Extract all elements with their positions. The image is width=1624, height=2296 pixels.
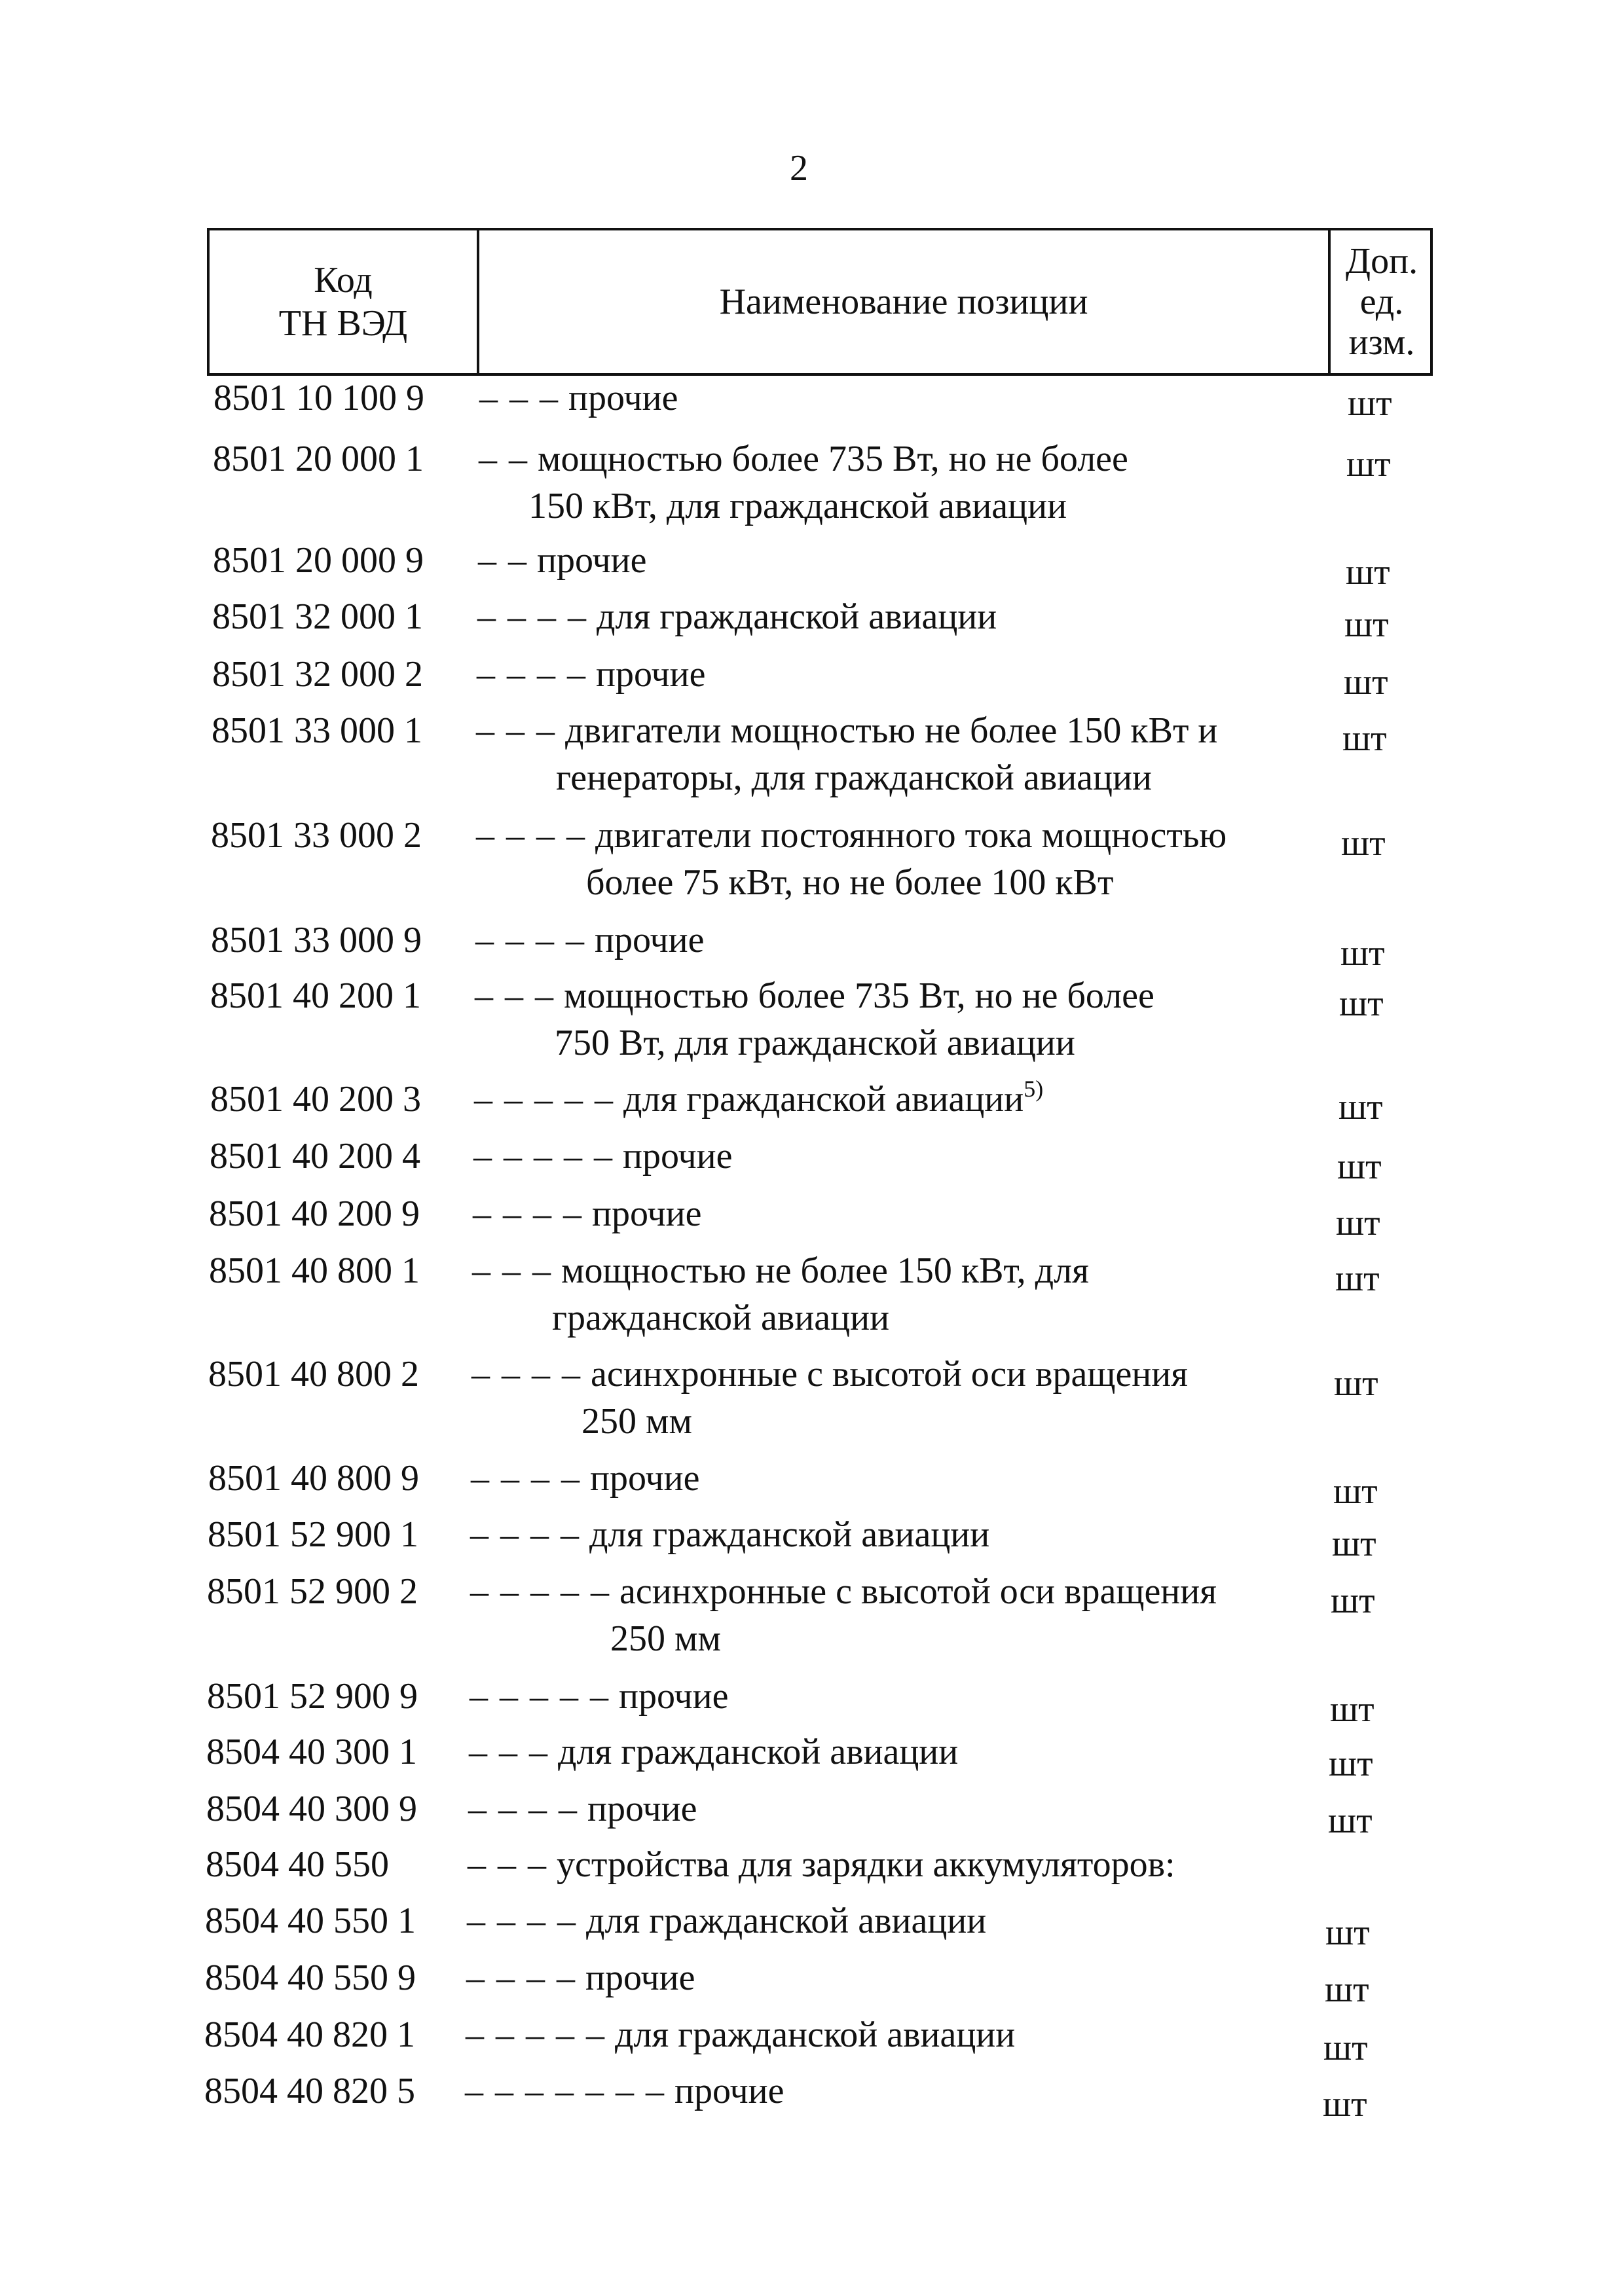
position-name-line1: асинхронные с высотой оси вращения [619, 1571, 1217, 1612]
position-name-line1: для гражданской авиации [615, 2014, 1016, 2055]
position-name-line1: для гражданской авиации [558, 1732, 959, 1772]
unit-of-measure: шт [1344, 662, 1388, 702]
position-name-line1: прочие [587, 1789, 697, 1829]
position-name [477, 651, 706, 698]
position-name-line2: 750 Вт, для гражданской авиации [555, 1023, 1075, 1063]
position-name [473, 1190, 702, 1237]
position-name [476, 707, 1217, 754]
hierarchy-dashes: – – – – – [470, 1571, 610, 1612]
position-name-line1: прочие [674, 2071, 784, 2111]
unit-of-measure: шт [1332, 1523, 1376, 1564]
hierarchy-dashes: – – – – [473, 1194, 583, 1234]
hierarchy-dashes: – – [479, 439, 528, 479]
position-name [469, 1728, 958, 1776]
tn-ved-code: 8501 10 100 9 [213, 378, 424, 418]
unit-of-measure: шт [1334, 1363, 1378, 1404]
tn-ved-code: 8501 40 200 4 [210, 1136, 420, 1176]
unit-of-measure: шт [1342, 718, 1387, 759]
unit-of-measure: шт [1336, 1203, 1380, 1243]
tn-ved-code: 8501 40 800 2 [208, 1354, 419, 1394]
unit-of-measure: шт [1333, 1471, 1378, 1512]
position-name-line1: прочие [537, 540, 647, 581]
unit-of-measure: шт [1348, 383, 1392, 424]
hierarchy-dashes: – – – [468, 1844, 547, 1885]
header-unit-line1: Доп. [1345, 241, 1418, 282]
table-header [207, 228, 1433, 376]
tn-ved-code: 8501 20 000 1 [213, 439, 424, 479]
hierarchy-dashes: – – – [479, 378, 559, 418]
position-name-line1: прочие [590, 1458, 700, 1499]
hierarchy-dashes: – – – – [468, 1789, 578, 1829]
tn-ved-code: 8501 33 000 1 [212, 710, 422, 751]
position-name [476, 812, 1227, 859]
tn-ved-code: 8501 40 800 9 [208, 1458, 419, 1499]
position-name-line1: прочие [619, 1676, 729, 1717]
hierarchy-dashes: – – – – – [473, 1136, 614, 1176]
tn-ved-code: 8504 40 550 1 [205, 1901, 416, 1941]
position-name [475, 917, 705, 964]
position-name [473, 1133, 733, 1180]
header-name-cell [479, 230, 1331, 373]
position-name [468, 1785, 697, 1832]
tn-ved-code: 8501 40 200 9 [209, 1194, 420, 1234]
position-name-line1: мощностью не более 150 кВт, для [561, 1250, 1089, 1291]
tn-ved-code: 8504 40 550 [206, 1844, 389, 1885]
hierarchy-dashes: – – – [472, 1250, 552, 1291]
position-name-line1: для гражданской авиации [589, 1514, 990, 1555]
unit-of-measure: шт [1330, 1689, 1375, 1730]
position-name-line1: двигатели мощностью не более 150 кВт и [565, 710, 1218, 751]
tn-ved-code: 8504 40 820 1 [204, 2014, 415, 2055]
position-name [468, 1841, 1175, 1888]
tn-ved-code: 8501 52 900 2 [207, 1571, 418, 1612]
unit-of-measure: шт [1335, 1258, 1380, 1299]
position-name [471, 1351, 1188, 1398]
hierarchy-dashes: – – – – [476, 815, 586, 856]
hierarchy-dashes: – – – – – [470, 1676, 610, 1717]
unit-of-measure: шт [1331, 1580, 1375, 1621]
unit-of-measure: шт [1340, 933, 1385, 974]
header-code-line2: ТН ВЭД [278, 303, 408, 344]
position-name-line1: прочие [595, 920, 705, 960]
position-name-line1: асинхронные с высотой оси вращения [591, 1354, 1188, 1394]
position-name-line1: прочие [596, 654, 706, 695]
unit-of-measure: шт [1344, 604, 1389, 645]
hierarchy-dashes: – – – – – [474, 1079, 614, 1120]
position-name-line2: 150 кВт, для гражданской авиации [528, 486, 1067, 526]
header-code-line1: Код [314, 260, 373, 301]
position-name [479, 435, 1128, 483]
position-name-line1: мощностью более 735 Вт, но не более [538, 439, 1128, 479]
position-name-line1: прочие [568, 378, 678, 418]
unit-of-measure: шт [1339, 983, 1384, 1024]
hierarchy-dashes: – – – [469, 1732, 549, 1772]
position-name [470, 1511, 989, 1558]
hierarchy-dashes: – – – – [467, 1901, 577, 1941]
unit-of-measure: шт [1325, 1912, 1370, 1953]
position-name [477, 593, 997, 640]
position-name [475, 972, 1154, 1019]
position-name-line1: для гражданской авиации [623, 1079, 1024, 1120]
tn-ved-code: 8504 40 820 5 [204, 2071, 415, 2111]
tn-ved-code: 8501 33 000 9 [211, 920, 422, 960]
position-name [465, 2068, 784, 2115]
unit-of-measure: шт [1337, 1146, 1382, 1187]
position-name-line2: более 75 кВт, но не более 100 кВт [586, 862, 1114, 903]
hierarchy-dashes: – – – – [471, 1354, 581, 1394]
hierarchy-dashes: – – – – – [466, 2014, 606, 2055]
tn-ved-code: 8501 20 000 9 [213, 540, 424, 581]
tn-ved-code: 8501 40 800 1 [209, 1250, 420, 1291]
footnote-marker: 5) [1024, 1076, 1044, 1102]
position-name-line1: прочие [623, 1136, 733, 1176]
unit-of-measure: шт [1323, 2084, 1367, 2124]
position-name [466, 1954, 695, 2001]
unit-of-measure: шт [1325, 1969, 1369, 2010]
position-name-line2: 250 мм [581, 1401, 692, 1442]
position-name-line1: устройства для зарядки аккумуляторов: [557, 1844, 1175, 1885]
tn-ved-code: 8501 32 000 2 [212, 654, 423, 695]
tn-ved-code: 8504 40 550 9 [205, 1958, 416, 1998]
position-name-line1: для гражданской авиации [597, 596, 997, 637]
unit-of-measure: шт [1323, 2028, 1368, 2068]
unit-of-measure: шт [1338, 1087, 1383, 1127]
position-name [479, 374, 678, 422]
hierarchy-dashes: – – – [475, 975, 555, 1016]
header-code-cell [210, 230, 479, 373]
tn-ved-code: 8501 40 200 1 [210, 975, 421, 1016]
hierarchy-dashes: – – [478, 540, 528, 581]
tn-ved-code: 8504 40 300 1 [206, 1732, 417, 1772]
position-name-line1: прочие [585, 1958, 695, 1998]
position-name [467, 1897, 986, 1944]
hierarchy-dashes: – – – – [475, 920, 585, 960]
position-name [474, 1076, 1043, 1123]
unit-of-measure: шт [1329, 1743, 1373, 1784]
position-name [472, 1247, 1089, 1294]
header-unit-line3: изм. [1348, 322, 1415, 363]
hierarchy-dashes: – – – – [466, 1958, 576, 1998]
tn-ved-code: 8501 52 900 9 [207, 1676, 418, 1717]
position-name [470, 1673, 729, 1720]
tn-ved-code: 8504 40 300 9 [206, 1789, 417, 1829]
position-name-line1: двигатели постоянного тока мощностью [595, 815, 1227, 856]
header-unit-cell [1331, 230, 1433, 373]
hierarchy-dashes: – – – – – – – [465, 2071, 665, 2111]
tn-ved-code: 8501 33 000 2 [211, 815, 422, 856]
position-name-line1: для гражданской авиации [586, 1901, 987, 1941]
hierarchy-dashes: – – – – [477, 654, 587, 695]
position-name-line2: 250 мм [610, 1618, 721, 1659]
position-name [470, 1568, 1217, 1615]
position-name-line2: гражданской авиации [552, 1298, 890, 1338]
position-name [471, 1455, 700, 1502]
unit-of-measure: шт [1328, 1800, 1373, 1841]
tn-ved-code: 8501 52 900 1 [208, 1514, 418, 1555]
tn-ved-code: 8501 32 000 1 [212, 596, 423, 637]
header-unit-line2: ед. [1359, 282, 1404, 322]
position-name [478, 537, 647, 584]
header-name-label: Наименование позиции [719, 282, 1088, 322]
page-number: 2 [790, 148, 808, 189]
hierarchy-dashes: – – – [476, 710, 556, 751]
tn-ved-code: 8501 40 200 3 [210, 1079, 421, 1120]
position-name-line2: генераторы, для гражданской авиации [556, 757, 1152, 798]
unit-of-measure: шт [1341, 823, 1386, 864]
position-name-line1: мощностью более 735 Вт, но не более [564, 975, 1154, 1016]
hierarchy-dashes: – – – – [477, 596, 587, 637]
position-name [466, 2011, 1015, 2058]
unit-of-measure: шт [1346, 552, 1390, 592]
unit-of-measure: шт [1346, 444, 1391, 484]
position-name-line1: прочие [592, 1194, 702, 1234]
hierarchy-dashes: – – – – [470, 1514, 580, 1555]
hierarchy-dashes: – – – – [471, 1458, 581, 1499]
